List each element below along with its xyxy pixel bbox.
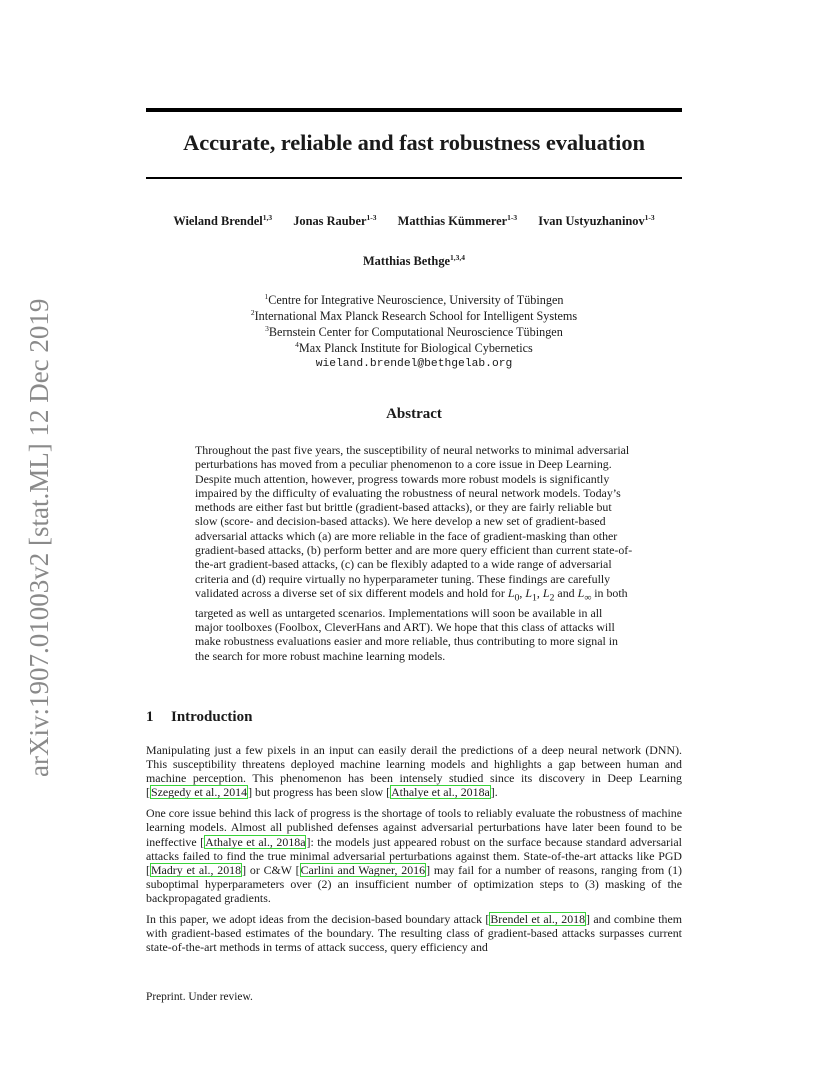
citation-link[interactable]: Carlini and Wagner, 2016 — [300, 862, 426, 877]
author — [398, 214, 518, 228]
author — [363, 254, 465, 268]
citation-link[interactable]: Brendel et al., 2018 — [490, 912, 586, 927]
preprint-footer: Preprint. Under review. — [146, 991, 253, 1003]
abstract-paragraph: Throughout the past five years, the susceptibility of neural networks to minimal adversarial perturbations has moved from a peculiar phenomenon to a core issue in Deep Learning. Despite much attention, however, progress towards more robust models is significantly impaired by the difficulty of evaluating the robustness of neural network models. Today’s methods are either fast but brittle (gradient-based attacks), or they are fairly reliable but slow (score- and decision-based attacks). We here develop a new set of gradient-based adversarial attacks which (a) are more reliable in the face of gradient-masking than other gradient-based attacks, (b) perform better and are more query efficient than current state-of-the-art gradient-based attacks, (c) can be flexibly adapted to a wide range of adversarial criteria and (d) require virtually no hyperparameter tuning. These findings are carefully validated across a diverse set of six different models and hold for $L_0$, $L_1$, $L_2$ and $L_\infty$ in both targeted as well as untargeted scenarios. Implementations will soon be available in all major toolboxes (Foolbox, CleverHans and ART). We hope that this class of attacks will make robustness evaluations easier and more reliable, thus contributing to more signal in the search for more robust machine learning models. — [195, 443, 633, 663]
author — [538, 214, 654, 228]
author-affiliation-marker: 1-3 — [366, 213, 377, 222]
author-affiliation-marker: 1-3 — [507, 213, 518, 222]
author — [173, 214, 272, 228]
paper-title: Accurate, reliable and fast robustness evaluation — [183, 130, 645, 155]
affiliation-line: $^4$Max Planck Institute for Biological Cybernetics — [295, 340, 533, 355]
author-affiliation-marker: 1-3 — [644, 213, 655, 222]
citation-link[interactable]: Athalye et al., 2018a — [391, 785, 490, 800]
author-affiliation-marker: 1,3,4 — [450, 253, 466, 262]
author — [293, 214, 376, 228]
author-name: Ivan Ustyuzhaninov — [538, 214, 645, 228]
author-name: Matthias Kümmerer — [397, 214, 508, 228]
citation-link[interactable]: Athalye et al., 2018a — [205, 834, 306, 849]
citation-link[interactable]: Madry et al., 2018 — [150, 862, 242, 877]
author-name: Jonas Rauber — [293, 214, 367, 228]
section-heading-introduction — [146, 709, 252, 726]
affiliation-line: $^1$Centre for Integrative Neuroscience, University of Tübingen — [264, 292, 564, 307]
section-title: Introduction — [171, 709, 253, 725]
author-list-row1 — [100, 214, 728, 229]
arxiv-identifier: arXiv:1907.01003v2 [stat.ML] 12 Dec 2019 — [24, 298, 54, 777]
affiliations — [146, 292, 682, 372]
abstract-heading: Abstract — [386, 406, 442, 422]
title-top-rule — [146, 108, 682, 112]
body-paragraph: One core issue behind this lack of progress is the shortage of tools to reliably evaluate the robustness of machine learning models. Almost all published defenses against adversarial perturbations have later been found to be ineffective [Athalye et al., 2018a]: the models just appeared robust on the surface because standard adversarial attacks failed to find the true minimal adversarial perturbations against them. State-of-the-art attacks like PGD [Madry et al., 2018] or C&W [Carlini and Wagner, 2016] may fail for a number of reasons, ranging from (1) suboptimal hyperparameters over (2) an insufficient number of optimization steps to (3) masking of the backpropagated gradients. — [146, 806, 683, 905]
introduction-body — [146, 743, 682, 961]
author-affiliation-marker: 1,3 — [262, 213, 273, 222]
author-list-row2 — [100, 254, 728, 269]
affiliation-line: $^2$International Max Planck Research School for Intelligent Systems — [250, 308, 578, 323]
author-name: Matthias Bethge — [362, 254, 451, 268]
section-number: 1 — [146, 709, 154, 725]
citation-link[interactable]: Szegedy et al., 2014 — [150, 785, 248, 800]
author-name: Wieland Brendel — [173, 214, 263, 228]
body-paragraph: Manipulating just a few pixels in an input can easily derail the predictions of a deep neural network (DNN). This susceptibility threatens deployed machine learning models and highlights a gap between human and machine perception. This phenomenon has been intensely studied since its discovery in Deep Learning [Szegedy et al., 2014] but progress has been slow [Athalye et al., 2018a]. — [146, 743, 682, 800]
title-bottom-rule — [146, 177, 682, 179]
abstract-body — [195, 443, 633, 663]
contact-email[interactable]: wieland.brendel@bethgelab.org — [315, 358, 513, 370]
body-paragraph: In this paper, we adopt ideas from the decision-based boundary attack [Brendel et al., 2018] and combine them with gradient-based estimates of the boundary. The resulting class of gradient-based attacks surpasses current state-of-the-art methods in terms of attack success, query efficiency and — [146, 912, 683, 955]
affiliation-line: $^3$Bernstein Center for Computational Neuroscience Tübingen — [265, 324, 563, 339]
